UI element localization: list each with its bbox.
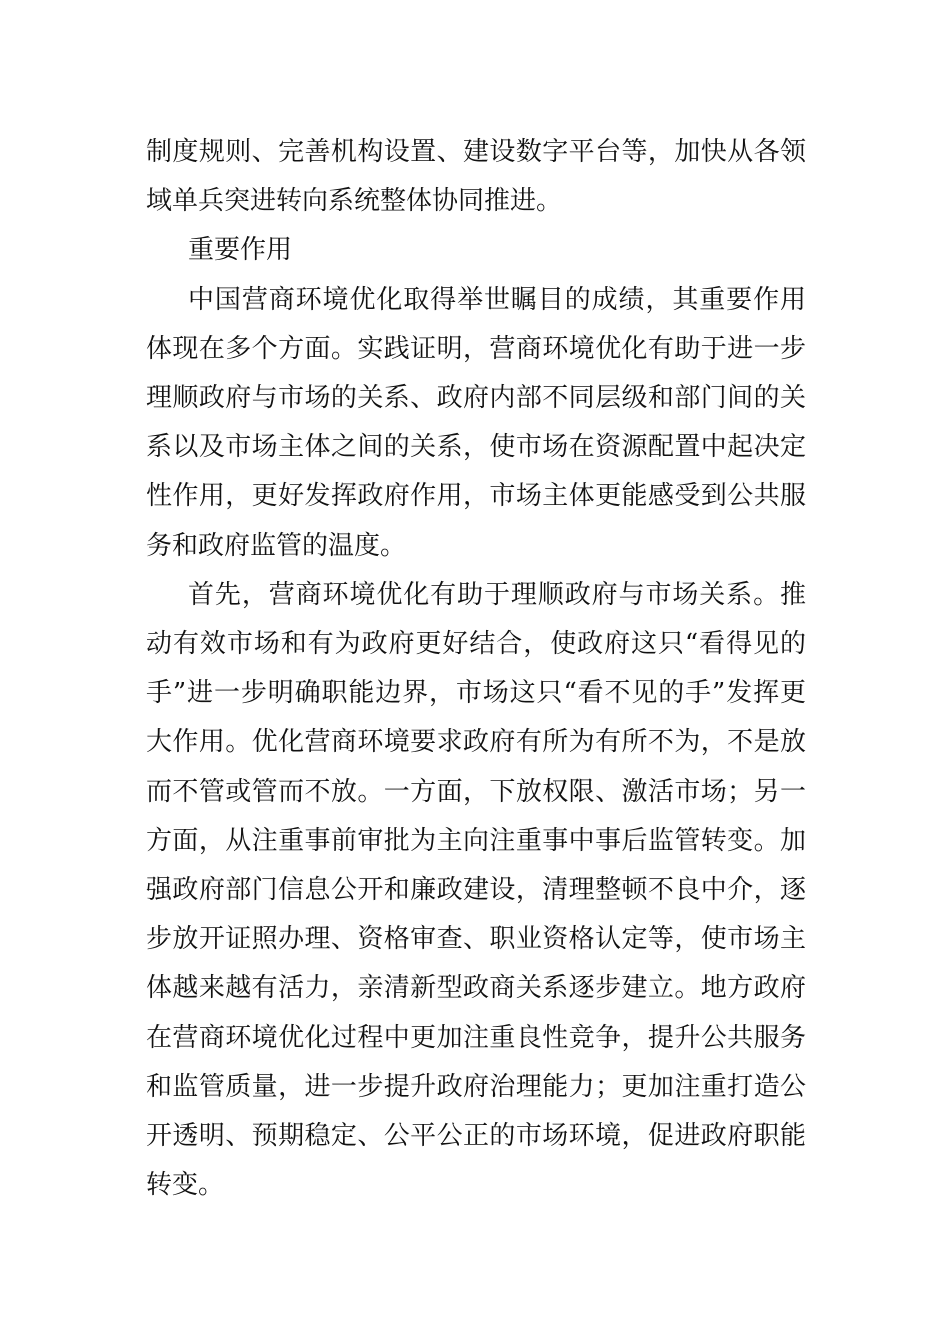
paragraph-intro: 中国营商环境优化取得举世瞩目的成绩，其重要作用体现在多个方面。实践证明，营商环境优化有助于进一步理顺政府与市场的关系、政府内部不同层级和部门间的关系以及市场主体之间的关系，使市场在资源配置中起决定性作用，更好发挥政府作用，市场主体更能感受到公共服务和政府监管的温度。 — [146, 284, 806, 561]
section-heading: 重要作用 — [188, 235, 293, 266]
paragraph-continuation: 制度规则、完善机构设置、建设数字平台等，加快从各领域单兵突进转向系统整体协同推进。 — [146, 137, 806, 217]
document-body — [146, 128, 806, 1210]
paragraph-first-point: 首先，营商环境优化有助于理顺政府与市场关系。推动有效市场和有为政府更好结合，使政府这只“看得见的手”进一步明确职能边界，市场这只“看不见的手”发挥更大作用。优化营商环境要求政府有所为有所不为，不是放而不管或管而不放。一方面，下放权限、激活市场；另一方面，从注重事前审批为主向注重事中事后监管转变。加强政府部门信息公开和廉政建设，清理整顿不良中介，逐步放开证照办理、资格审查、职业资格认定等，使市场主体越来越有活力，亲清新型政商关系逐步建立。地方政府在营商环境优化过程中更加注重良性竞争，提升公共服务和监管质量，进一步提升政府治理能力；更加注重打造公开透明、预期稳定、公平公正的市场环境，促进政府职能转变。 — [146, 579, 806, 1201]
